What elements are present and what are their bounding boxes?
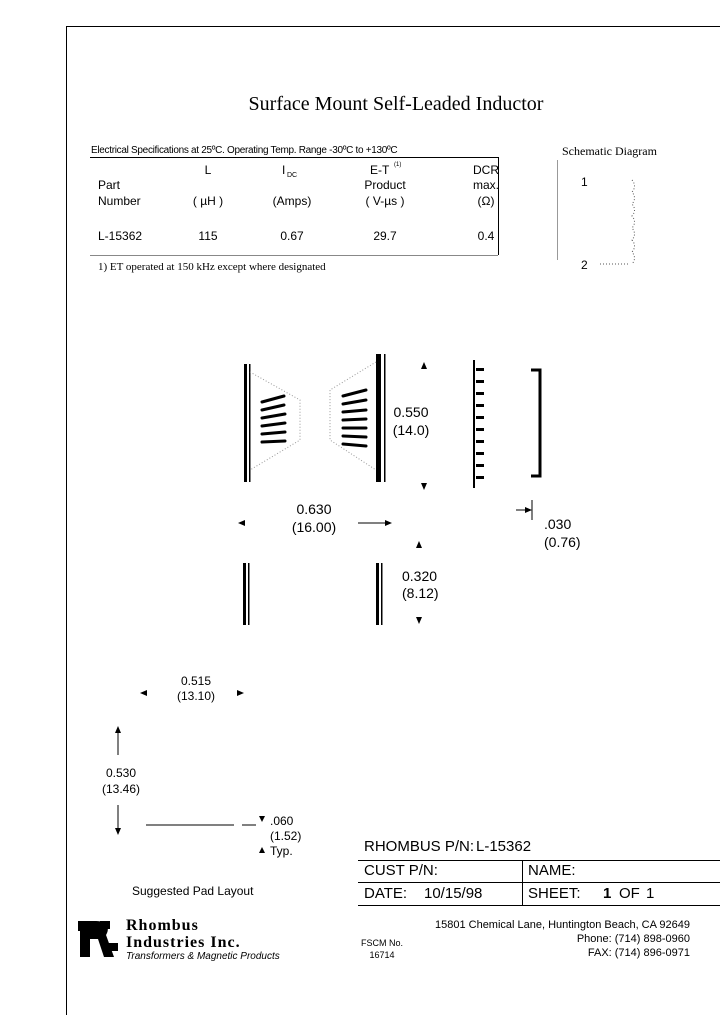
pad-typ: Typ. <box>270 844 293 858</box>
tb-sheet-of: OF <box>619 885 640 902</box>
col-et-1: E-T <box>370 163 390 177</box>
col-l-1: L <box>204 163 212 177</box>
col-dcr-1: DCR <box>473 163 499 177</box>
pad-size: .060 <box>270 814 294 828</box>
tb-pn-value: L-15362 <box>476 838 532 855</box>
tb-date-label: DATE: <box>364 885 408 902</box>
col-part-1: Part <box>98 178 121 192</box>
winding-marks <box>262 390 366 446</box>
cell-et: 29.7 <box>373 229 397 243</box>
cell-idc: 0.67 <box>280 229 304 243</box>
tb-pn-label: RHOMBUS P/N: <box>364 838 475 855</box>
dim-length: 0.630 <box>296 501 332 517</box>
company-phone: Phone: (714) 898-0960 <box>576 933 690 945</box>
tb-name-label: NAME: <box>528 862 576 879</box>
pad-width-mm: (13.10) <box>176 689 216 703</box>
dim-height-mm: (14.0) <box>392 422 430 438</box>
front-view-teeth <box>473 360 484 488</box>
dim-lead-mm: (0.76) <box>544 534 581 550</box>
col-et-sup: (1) <box>394 162 402 168</box>
tb-rule-1 <box>358 860 720 861</box>
schematic-pin-1: 1 <box>581 175 588 189</box>
tb-rule-2 <box>358 882 720 883</box>
col-idc-main: I <box>282 163 286 177</box>
pad-caption: Suggested Pad Layout <box>132 884 254 898</box>
dim-width-mm: (8.12) <box>402 585 439 601</box>
dim-lead: .030 <box>544 516 572 532</box>
pad-height: 0.530 <box>105 766 137 780</box>
cell-part: L-15362 <box>98 229 143 243</box>
company-name-1: Rhombus <box>126 917 199 934</box>
tb-sheet-total: 1 <box>646 885 655 902</box>
company-name-2: Industries Inc. <box>126 934 241 951</box>
col-part-2: Number <box>98 194 141 208</box>
tb-date-value: 10/15/98 <box>424 885 483 902</box>
top-view-leads <box>243 563 383 625</box>
rhombus-logo <box>76 917 122 963</box>
company-address: 15801 Chemical Lane, Huntington Beach, CA 92649 <box>434 919 690 931</box>
cell-l: 115 <box>198 229 218 243</box>
tb-rule-3 <box>358 905 720 906</box>
schematic-title: Schematic Diagram <box>562 144 657 158</box>
tb-cust-label: CUST P/N: <box>364 862 438 879</box>
tb-sheet-num: 1 <box>603 885 612 902</box>
company-fax: FAX: (714) 896-0971 <box>587 947 690 959</box>
page-title: Surface Mount Self-Leaded Inductor <box>248 93 544 115</box>
company-tagline: Transformers & Magnetic Products <box>126 951 280 962</box>
pad-width: 0.515 <box>180 674 212 688</box>
dimension-arrows <box>115 362 532 853</box>
fscm-label: FSCM No. <box>360 938 403 948</box>
spec-conditions: Electrical Specifications at 25ºC. Operating Temp. Range -30ºC to +130ºC <box>91 145 398 156</box>
pad-height-mm: (13.46) <box>101 782 141 796</box>
tb-divider <box>522 860 523 905</box>
fscm-value: 16714 <box>369 950 395 960</box>
col-dcr-3: (Ω) <box>477 194 495 208</box>
col-idc-unit: (Amps) <box>272 194 312 208</box>
pad-size-mm: (1.52) <box>270 829 302 843</box>
schematic-pin-2: 2 <box>581 258 588 272</box>
cell-dcr: 0.4 <box>477 229 495 243</box>
dim-height: 0.550 <box>393 404 429 420</box>
col-idc-sub: DC <box>287 172 298 179</box>
col-l-2: ( µH ) <box>192 194 224 208</box>
col-dcr-2: max. <box>472 178 499 192</box>
col-et-2: Product <box>364 178 406 192</box>
dim-width: 0.320 <box>402 568 438 584</box>
tb-sheet-label: SHEET: <box>528 885 581 902</box>
dim-length-mm: (16.00) <box>291 519 337 535</box>
col-et-3: ( V-µs ) <box>365 194 405 208</box>
spec-footnote: 1) ET operated at 150 kHz except where designated <box>98 261 326 273</box>
